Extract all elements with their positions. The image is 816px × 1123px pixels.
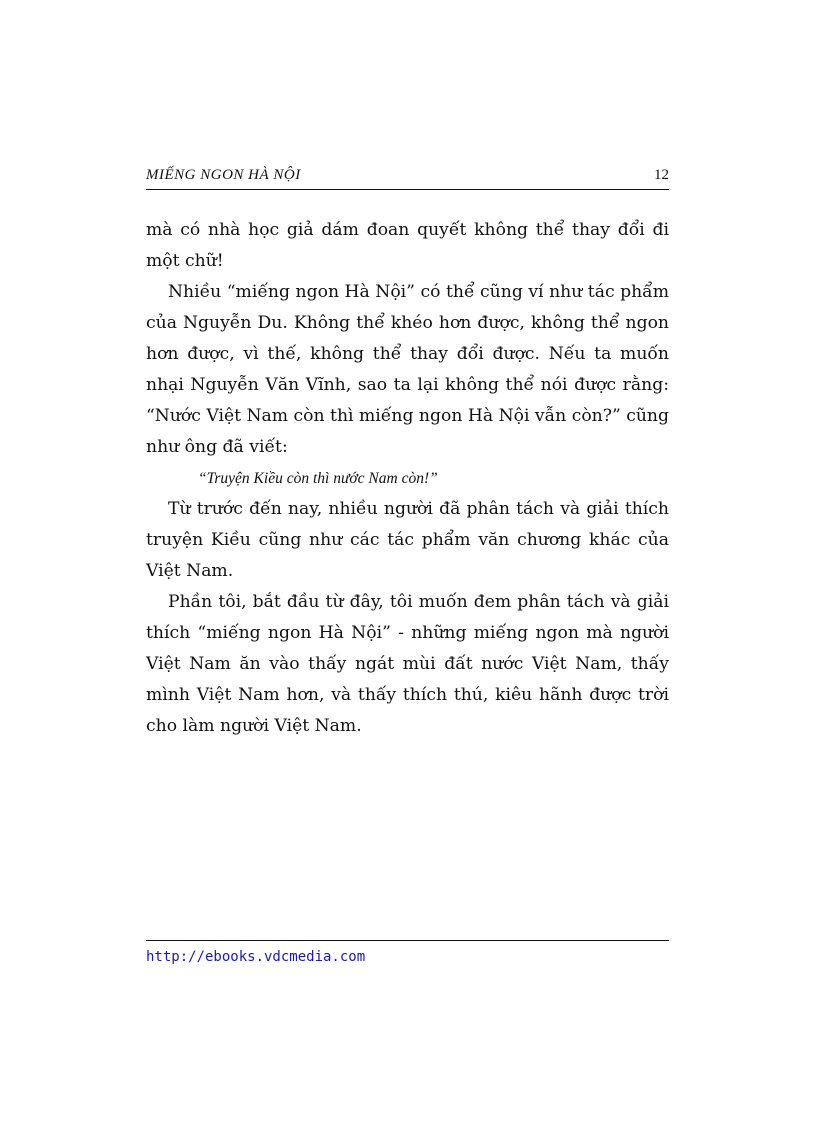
header-title: MIẾNG NGON HÀ NỘI bbox=[146, 167, 301, 183]
footer-link[interactable]: http://ebooks.vdcmedia.com bbox=[146, 949, 366, 965]
paragraph-4: Phần tôi, bắt đầu từ đây, tôi muốn đem phân tách và giải thích “miếng ngon Hà Nội” - những miếng ngon mà người Việt Nam ăn vào thấy ngát mùi đất nước Việt Nam, thấy mình Việt Nam hơn, và thấy thích thú, kiêu hãnh được trời cho làm người Việt Nam. bbox=[146, 592, 669, 736]
running-header bbox=[146, 163, 669, 190]
page-number: 12 bbox=[654, 167, 669, 183]
paragraph-2: Nhiều “miếng ngon Hà Nội” có thể cũng ví như tác phẩm của Nguyễn Du. Không thể khéo hơn được, không thể ngon hơn được, vì thế, không thể thay đổi được. Nếu ta muốn nhại Nguyễn Văn Vĩnh, sao ta lại không thể nói được rằng: “Nước Việt Nam còn thì miếng ngon Hà Nội vẫn còn?” cũng như ông đã viết: bbox=[146, 282, 669, 457]
body-text bbox=[146, 215, 669, 742]
footer-divider bbox=[146, 940, 669, 941]
quote-line: “Truyện Kiều còn thì nước Nam còn!” bbox=[198, 470, 438, 487]
paragraph-3: Từ trước đến nay, nhiều người đã phân tách và giải thích truyện Kiều cũng như các tác phẩm văn chương khác của Việt Nam. bbox=[146, 499, 669, 581]
paragraph-1: mà có nhà học giả dám đoan quyết không thể thay đổi đi một chữ! bbox=[146, 220, 669, 271]
